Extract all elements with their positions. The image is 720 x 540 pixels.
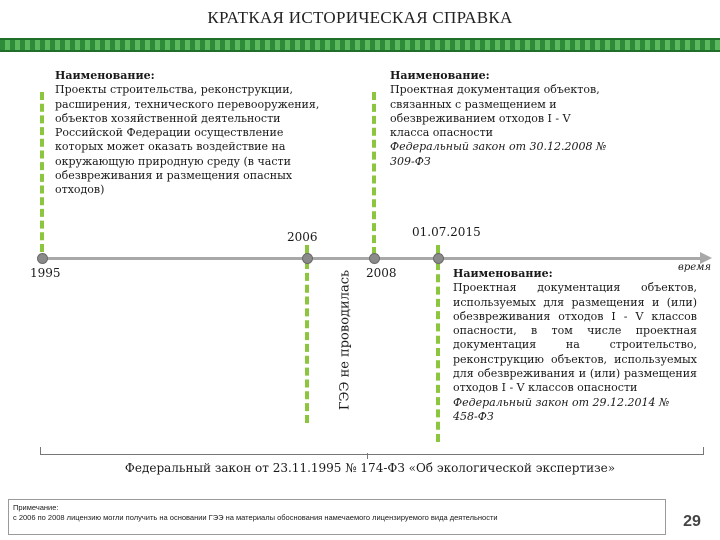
connector-2008-up <box>372 92 376 255</box>
gap-label: ГЭЭ не проводилась <box>337 269 353 411</box>
date-2015: 01.07.2015 <box>412 225 481 239</box>
timeline-dot-2015 <box>433 253 444 264</box>
connector-2006-down <box>305 261 309 423</box>
timeline-dot-2006 <box>302 253 313 264</box>
year-1995: 1995 <box>30 266 61 280</box>
year-2006: 2006 <box>287 230 318 244</box>
middle-description <box>390 69 610 169</box>
year-2008: 2008 <box>366 266 397 280</box>
right-text: Проектная документация объектов, используемых для размещения и (или) обезвреживания отходов I - V классов опасности, в том числе проектная документация на строительство, реконструкцию объектов, используемых для обезвреживания и (или) размещения отходов I - V классов опасности <box>453 281 697 395</box>
right-description <box>453 267 697 424</box>
footnote-box <box>8 499 666 535</box>
brace-tick <box>367 453 368 459</box>
middle-heading: Наименование: <box>390 69 490 82</box>
footer-law: Федеральный закон от 23.11.1995 № 174-ФЗ «Об экологической экспертизе» <box>124 461 616 475</box>
axis-time-label: время <box>678 262 712 273</box>
timeline-dot-1995 <box>37 253 48 264</box>
connector-2015-down <box>436 262 440 442</box>
note-text: с 2006 по 2008 лицензию могли получить на основании ГЭЭ на материалы обоснования намечаемого лицензируемого вида деятельности <box>13 513 498 522</box>
left-heading: Наименование: <box>55 69 155 82</box>
note-label: Примечание: <box>13 503 59 512</box>
period-brace <box>40 447 704 455</box>
middle-law: Федеральный закон от 30.12.2008 № 309-ФЗ <box>390 140 607 168</box>
middle-text: Проектная документация объектов, связанных с размещением и обезвреживанием отходов I - V класса опасности <box>390 83 600 140</box>
decorative-band <box>0 38 720 52</box>
connector-1995-up <box>40 92 44 252</box>
left-description <box>55 69 325 198</box>
timeline-dot-2008 <box>369 253 380 264</box>
page-title: КРАТКАЯ ИСТОРИЧЕСКАЯ СПРАВКА <box>207 8 513 27</box>
right-law: Федеральный закон от 29.12.2014 № 458-ФЗ <box>453 395 670 423</box>
right-heading: Наименование: <box>453 267 553 280</box>
gap-label-container <box>336 258 354 422</box>
page-number: 29 <box>683 513 701 530</box>
left-text: Проекты строительства, реконструкции, расширения, технического перевооружения, объектов хозяйственной деятельности Российской Федерации осуществление которых может оказать воздействие на окружающую природную среду (в части обезвреживания и размещения опасных отходов) <box>55 83 320 197</box>
